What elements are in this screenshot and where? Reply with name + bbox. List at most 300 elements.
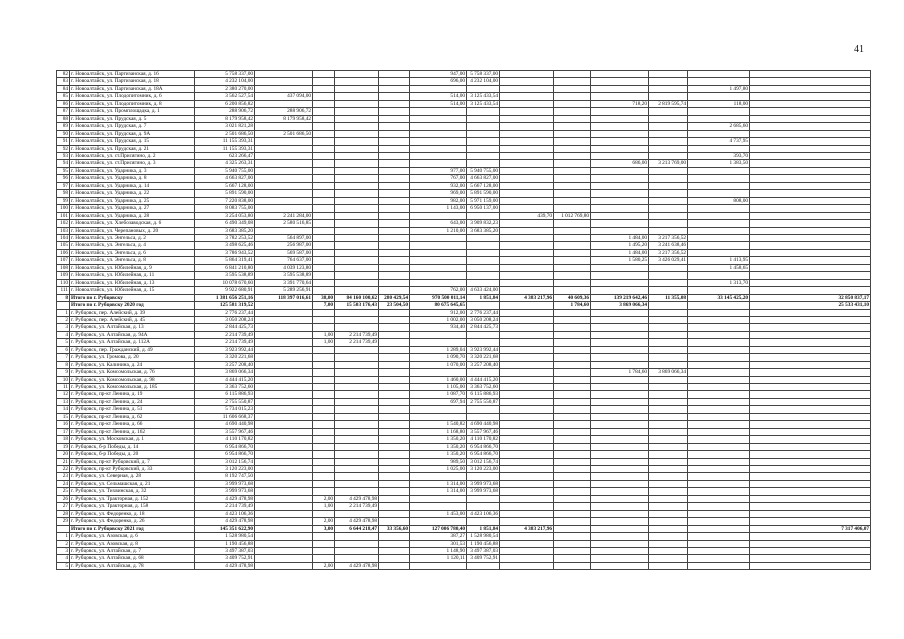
value-cell: [379, 339, 410, 346]
value-cell: 2 501 686,50: [255, 130, 313, 137]
value-cell: [591, 384, 649, 391]
value-cell: [554, 272, 591, 279]
value-cell: 2 755 550,87: [195, 398, 255, 405]
value-cell: [554, 354, 591, 361]
value-cell: [379, 324, 410, 331]
value-cell: 3 125 433,54: [467, 93, 500, 100]
value-cell: 5 864 319,41: [195, 257, 255, 264]
row-number-cell: 5: [57, 339, 70, 346]
table-row: [57, 123, 871, 130]
value-cell: 256 987,00: [255, 242, 313, 249]
value-cell: [649, 540, 688, 547]
value-cell: 5 734 015,23: [195, 406, 255, 413]
value-cell: [591, 212, 649, 219]
value-cell: [410, 212, 467, 219]
value-cell: [500, 138, 554, 145]
value-cell: 3 923 992,44: [195, 346, 255, 353]
value-cell: [335, 272, 379, 279]
value-cell: [750, 384, 871, 391]
value-cell: [335, 324, 379, 331]
value-cell: [313, 220, 335, 227]
value-cell: 1 012 769,80: [554, 212, 591, 219]
value-cell: [591, 279, 649, 286]
value-cell: [410, 473, 467, 480]
value-cell: 1 413,95: [688, 257, 750, 264]
value-cell: 3 363 752,60: [195, 384, 255, 391]
value-cell: [335, 510, 379, 517]
value-cell: [335, 205, 379, 212]
address-cell: г. Новоалтайск, ул. Ударника, д. 22: [70, 190, 195, 197]
address-cell: г. Новоалтайск, ул. Энгельса, д. 4: [70, 242, 195, 249]
value-cell: [335, 257, 379, 264]
value-cell: [591, 309, 649, 316]
value-cell: [379, 212, 410, 219]
value-cell: [379, 428, 410, 435]
value-cell: [379, 85, 410, 92]
value-cell: [688, 272, 750, 279]
value-cell: [255, 480, 313, 487]
value-cell: 2 819 595,74: [649, 100, 688, 107]
value-cell: [500, 287, 554, 294]
value-cell: 718,20: [591, 100, 649, 107]
row-number-cell: 103: [57, 227, 70, 234]
value-cell: 764 637,00: [255, 257, 313, 264]
address-cell: г. Новоалтайск, ул. Энгельса, д. 6: [70, 249, 195, 256]
value-cell: [313, 212, 335, 219]
address-cell: г. Новоалтайск, ул. Прудская, д. 15: [70, 138, 195, 145]
value-cell: [750, 175, 871, 182]
value-cell: 1 105,00: [410, 384, 467, 391]
value-cell: 1 289,04: [410, 346, 467, 353]
value-cell: [554, 331, 591, 338]
value-cell: [649, 480, 688, 487]
table-row: [57, 227, 871, 234]
value-cell: 3 120 223,00: [195, 466, 255, 473]
value-cell: [649, 533, 688, 540]
value-cell: [649, 421, 688, 428]
value-cell: 1 350,20: [410, 436, 467, 443]
value-cell: [335, 413, 379, 420]
row-number-cell: 5: [57, 562, 70, 569]
value-cell: 3 217 356,52: [649, 249, 688, 256]
value-cell: [467, 339, 500, 346]
value-cell: 3 999 973,68: [195, 480, 255, 487]
address-cell: г. Новоалтайск, ул. Юбилейная, д. 11: [70, 272, 195, 279]
table-row: [57, 152, 871, 159]
value-cell: [750, 391, 871, 398]
value-cell: 5 667 128,00: [195, 182, 255, 189]
value-cell: [335, 220, 379, 227]
value-cell: [500, 152, 554, 159]
address-cell: г. Рубцовск, пер. Алейский, д. 39: [70, 309, 195, 316]
value-cell: 4 039 123,80: [255, 264, 313, 271]
value-cell: [554, 503, 591, 510]
value-cell: [313, 555, 335, 562]
value-cell: [750, 436, 871, 443]
value-cell: [410, 85, 467, 92]
value-cell: [649, 346, 688, 353]
address-cell: г. Рубцовск, ул. Федоренко, д. 26: [70, 518, 195, 525]
value-cell: [467, 152, 500, 159]
value-cell: 2 214 739,49: [335, 503, 379, 510]
value-cell: [554, 242, 591, 249]
value-cell: [313, 197, 335, 204]
value-cell: [649, 190, 688, 197]
value-cell: [410, 503, 467, 510]
value-cell: 4 232 104,00: [467, 78, 500, 85]
value-cell: [335, 428, 379, 435]
value-cell: 288 906,72: [195, 108, 255, 115]
value-cell: [313, 369, 335, 376]
value-cell: 2 755 550,87: [467, 398, 500, 405]
value-cell: 4 110 170,82: [467, 436, 500, 443]
value-cell: 514,00: [410, 93, 467, 100]
value-cell: [750, 249, 871, 256]
value-cell: [500, 249, 554, 256]
value-cell: [750, 227, 871, 234]
row-number-cell: 86: [57, 100, 70, 107]
value-cell: [750, 182, 871, 189]
address-cell: г. Новоалтайск, ул. Ударника, д. 28: [70, 212, 195, 219]
value-cell: [467, 212, 500, 219]
value-cell: [379, 503, 410, 510]
value-cell: [554, 346, 591, 353]
row-number-cell: 6: [57, 346, 70, 353]
value-cell: [255, 428, 313, 435]
value-cell: [554, 257, 591, 264]
value-cell: [688, 175, 750, 182]
table-row: [57, 309, 871, 316]
row-number-cell: 83: [57, 78, 70, 85]
row-number-cell: 10: [57, 376, 70, 383]
table-row: [57, 302, 871, 309]
value-cell: 569 587,00: [255, 249, 313, 256]
value-cell: [335, 346, 379, 353]
value-cell: [379, 473, 410, 480]
value-cell: [688, 451, 750, 458]
value-cell: [379, 71, 410, 78]
table-row: [57, 510, 871, 517]
value-cell: [335, 480, 379, 487]
value-cell: [255, 175, 313, 182]
value-cell: [649, 361, 688, 368]
value-cell: [255, 555, 313, 562]
value-cell: [688, 398, 750, 405]
value-cell: [255, 167, 313, 174]
value-cell: 8 192 747,50: [195, 473, 255, 480]
value-cell: [649, 123, 688, 130]
value-cell: 4 429 478,98: [195, 495, 255, 502]
value-cell: [554, 406, 591, 413]
value-cell: [554, 480, 591, 487]
address-cell: Итого по г. Рубцовску 2021 год: [70, 525, 195, 532]
value-cell: [554, 93, 591, 100]
value-cell: 40 609,36: [554, 294, 591, 301]
address-cell: г. Рубцовск, ул. Северная, д. 28: [70, 473, 195, 480]
value-cell: [379, 406, 410, 413]
value-cell: [554, 205, 591, 212]
table-row: [57, 361, 871, 368]
value-cell: [379, 533, 410, 540]
address-cell: г. Рубцовск, пр-кт Ленина, д. 66: [70, 421, 195, 428]
value-cell: 4 232 104,00: [195, 78, 255, 85]
value-cell: [313, 138, 335, 145]
value-cell: [335, 451, 379, 458]
value-cell: [500, 220, 554, 227]
value-cell: [649, 272, 688, 279]
value-cell: [688, 510, 750, 517]
value-cell: [750, 220, 871, 227]
table-row: [57, 130, 871, 137]
value-cell: [379, 160, 410, 167]
value-cell: [379, 354, 410, 361]
value-cell: 2,00: [313, 495, 335, 502]
value-cell: [255, 443, 313, 450]
value-cell: 1 143,00: [410, 205, 467, 212]
value-cell: [410, 242, 467, 249]
value-cell: 1 381 656 251,16: [195, 294, 255, 301]
value-cell: [688, 115, 750, 122]
value-cell: [554, 145, 591, 152]
value-cell: [313, 145, 335, 152]
table-row: [57, 540, 871, 547]
value-cell: [379, 384, 410, 391]
value-cell: [591, 197, 649, 204]
value-cell: [591, 354, 649, 361]
value-cell: [750, 190, 871, 197]
value-cell: [335, 242, 379, 249]
value-cell: [410, 413, 467, 420]
value-cell: [500, 197, 554, 204]
value-cell: [688, 354, 750, 361]
value-cell: [379, 488, 410, 495]
value-cell: [500, 488, 554, 495]
table-row: [57, 167, 871, 174]
address-cell: г. Рубцовск, ул. Азовская, д. 8: [70, 540, 195, 547]
value-cell: [649, 436, 688, 443]
value-cell: [255, 182, 313, 189]
value-cell: [500, 480, 554, 487]
value-cell: [554, 287, 591, 294]
value-cell: 5 891 590,00: [467, 190, 500, 197]
value-cell: 4 663 827,00: [467, 175, 500, 182]
address-cell: г. Рубцовск, пр-кт Ленина, д. 19: [70, 391, 195, 398]
table-row: [57, 175, 871, 182]
value-cell: [688, 108, 750, 115]
value-cell: [313, 548, 335, 555]
value-cell: 6 490 349,08: [195, 220, 255, 227]
address-cell: г. Новоалтайск, ул. Черепановых, д. 20: [70, 227, 195, 234]
value-cell: [379, 562, 410, 569]
value-cell: [688, 316, 750, 323]
value-cell: [750, 480, 871, 487]
value-cell: [313, 234, 335, 241]
value-cell: 1 120,11: [410, 555, 467, 562]
value-cell: 33 145 425,20: [688, 294, 750, 301]
value-cell: [688, 331, 750, 338]
value-cell: 3 562 527,54: [195, 93, 255, 100]
value-cell: 4 444 415,20: [195, 376, 255, 383]
value-cell: [649, 115, 688, 122]
table-row: [57, 369, 871, 376]
value-cell: [313, 287, 335, 294]
value-cell: 2,00: [313, 562, 335, 569]
value-cell: 439,70: [500, 212, 554, 219]
value-cell: [591, 272, 649, 279]
value-cell: [688, 71, 750, 78]
value-cell: 25 533 431,10: [750, 302, 871, 309]
value-cell: 623 266,47: [195, 152, 255, 159]
value-cell: [591, 443, 649, 450]
value-cell: [649, 562, 688, 569]
row-number-cell: 107: [57, 257, 70, 264]
value-cell: 3 320 221,68: [195, 354, 255, 361]
row-number-cell: 13: [57, 398, 70, 405]
address-cell: г. Рубцовск, ул. Тракторная, д. 158: [70, 503, 195, 510]
value-cell: [750, 324, 871, 331]
value-cell: [554, 152, 591, 159]
address-cell: г. Рубцовск, ул. Тракторная, д. 152: [70, 495, 195, 502]
table-row: [57, 324, 871, 331]
value-cell: 3 595 538,89: [255, 272, 313, 279]
address-cell: г. Новоалтайск, ул. Промплощадка, д. 1: [70, 108, 195, 115]
value-cell: [467, 518, 500, 525]
table-row: [57, 495, 871, 502]
value-cell: [467, 234, 500, 241]
value-cell: [688, 562, 750, 569]
value-cell: [500, 279, 554, 286]
value-cell: 1 528 980,54: [467, 533, 500, 540]
capital-repair-table: [56, 70, 871, 570]
value-cell: [467, 331, 500, 338]
value-cell: [554, 123, 591, 130]
value-cell: [467, 369, 500, 376]
value-cell: [750, 339, 871, 346]
address-cell: г. Рубцовск, ул. Громова, д. 20: [70, 354, 195, 361]
row-number-cell: 28: [57, 510, 70, 517]
value-cell: 3 426 029,41: [649, 257, 688, 264]
value-cell: [688, 525, 750, 532]
value-cell: [379, 234, 410, 241]
value-cell: [335, 458, 379, 465]
value-cell: [335, 85, 379, 92]
table-row: [57, 466, 871, 473]
value-cell: 4 429 478,98: [335, 562, 379, 569]
table-row: [57, 182, 871, 189]
value-cell: [649, 451, 688, 458]
value-cell: [688, 503, 750, 510]
value-cell: [591, 152, 649, 159]
value-cell: [554, 175, 591, 182]
value-cell: [649, 212, 688, 219]
value-cell: [750, 85, 871, 92]
value-cell: [335, 78, 379, 85]
value-cell: [467, 413, 500, 420]
table-row: [57, 384, 871, 391]
value-cell: [335, 361, 379, 368]
table-row: [57, 85, 871, 92]
value-cell: 1 168,80: [410, 428, 467, 435]
value-cell: [335, 190, 379, 197]
value-cell: 643,00: [410, 220, 467, 227]
value-cell: [410, 123, 467, 130]
address-cell: г. Рубцовск, ул. Комсомольская, д. 185: [70, 384, 195, 391]
value-cell: 1 528 980,54: [195, 533, 255, 540]
value-cell: [649, 466, 688, 473]
value-cell: 686,00: [591, 160, 649, 167]
value-cell: [467, 473, 500, 480]
value-cell: [379, 190, 410, 197]
address-cell: г. Новоалтайск, ул. Партизанская, д. 18: [70, 78, 195, 85]
value-cell: [649, 85, 688, 92]
row-number-cell: 106: [57, 249, 70, 256]
value-cell: 23 504,50: [379, 302, 410, 309]
value-cell: 15 503 176,43: [335, 302, 379, 309]
address-cell: г. Новоалтайск, ул. Ударника, д. 25: [70, 197, 195, 204]
value-cell: 1 851,84: [467, 525, 500, 532]
value-cell: [750, 406, 871, 413]
value-cell: [467, 279, 500, 286]
value-cell: [649, 145, 688, 152]
value-cell: 1,00: [313, 339, 335, 346]
value-cell: [500, 309, 554, 316]
value-cell: [255, 503, 313, 510]
value-cell: [649, 398, 688, 405]
value-cell: [750, 548, 871, 555]
value-cell: 3 050 208,24: [467, 316, 500, 323]
value-cell: [335, 130, 379, 137]
address-cell: г. Рубцовск, пр-кт Ленина, д. 51: [70, 406, 195, 413]
value-cell: [688, 533, 750, 540]
value-cell: 970 500 011,14: [410, 294, 467, 301]
value-cell: 125 581 319,52: [195, 302, 255, 309]
value-cell: 2,00: [313, 518, 335, 525]
value-cell: [379, 436, 410, 443]
value-cell: [750, 152, 871, 159]
value-cell: [750, 555, 871, 562]
value-cell: [688, 145, 750, 152]
value-cell: [335, 115, 379, 122]
value-cell: [591, 466, 649, 473]
value-cell: [467, 242, 500, 249]
row-number-cell: 110: [57, 279, 70, 286]
value-cell: 1 210,00: [410, 227, 467, 234]
value-cell: [500, 339, 554, 346]
value-cell: [500, 443, 554, 450]
value-cell: 1 580,25: [591, 257, 649, 264]
value-cell: [500, 533, 554, 540]
table-row: [57, 197, 871, 204]
value-cell: 6 954 866,70: [195, 451, 255, 458]
value-cell: 5 971 159,00: [467, 197, 500, 204]
value-cell: [335, 443, 379, 450]
address-cell: г. Рубцовск, ул. Алтайская, д. 94А: [70, 331, 195, 338]
value-cell: 7 317 406,07: [750, 525, 871, 532]
value-cell: [649, 391, 688, 398]
value-cell: [379, 510, 410, 517]
value-cell: [335, 398, 379, 405]
value-cell: [500, 227, 554, 234]
value-cell: [688, 309, 750, 316]
value-cell: [554, 391, 591, 398]
address-cell: г. Новоалтайск, ул. Плодопитомник, д. 8: [70, 100, 195, 107]
value-cell: 2 501 686,50: [195, 130, 255, 137]
value-cell: [591, 510, 649, 517]
value-cell: [500, 510, 554, 517]
value-cell: [379, 398, 410, 405]
value-cell: [255, 361, 313, 368]
value-cell: 84 160 100,62: [335, 294, 379, 301]
